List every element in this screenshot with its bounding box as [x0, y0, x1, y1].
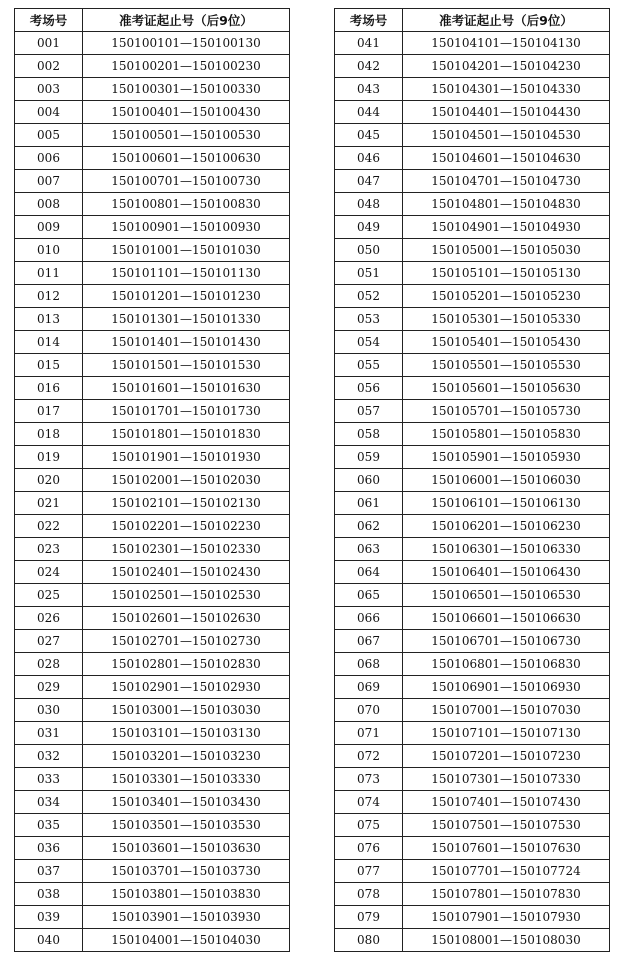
- ticket-range-cell: 150106901—150106930: [403, 676, 610, 699]
- room-number-cell: 047: [335, 170, 403, 193]
- ticket-range-cell: 150101001—150101030: [83, 239, 290, 262]
- table-row: [335, 676, 610, 699]
- ticket-range-cell: 150104501—150104530: [403, 124, 610, 147]
- ticket-range-cell: 150104401—150104430: [403, 101, 610, 124]
- room-number-cell: 057: [335, 400, 403, 423]
- table-row: [15, 814, 290, 837]
- ticket-range-cell: 150103201—150103230: [83, 745, 290, 768]
- ticket-range-cell: 150107901—150107930: [403, 906, 610, 929]
- table-row: [335, 837, 610, 860]
- room-number-cell: 001: [15, 32, 83, 55]
- ticket-range-cell: 150101601—150101630: [83, 377, 290, 400]
- table-row: [335, 814, 610, 837]
- room-number-cell: 036: [15, 837, 83, 860]
- ticket-range-cell: 150103701—150103730: [83, 860, 290, 883]
- ticket-range-cell: 150104101—150104130: [403, 32, 610, 55]
- room-number-cell: 025: [15, 584, 83, 607]
- table-header-row: [335, 9, 610, 32]
- room-number-cell: 052: [335, 285, 403, 308]
- ticket-range-cell: 150100901—150100930: [83, 216, 290, 239]
- room-number-cell: 031: [15, 722, 83, 745]
- ticket-range-cell: 150102601—150102630: [83, 607, 290, 630]
- ticket-range-cell: 150105301—150105330: [403, 308, 610, 331]
- room-number-cell: 074: [335, 791, 403, 814]
- table-row: [15, 377, 290, 400]
- room-number-cell: 024: [15, 561, 83, 584]
- table-row: [335, 883, 610, 906]
- table-row: [15, 331, 290, 354]
- room-number-cell: 044: [335, 101, 403, 124]
- room-number-cell: 064: [335, 561, 403, 584]
- table-row: [335, 193, 610, 216]
- ticket-range-cell: 150105701—150105730: [403, 400, 610, 423]
- table-row: [335, 791, 610, 814]
- room-number-cell: 011: [15, 262, 83, 285]
- ticket-range-cell: 150103801—150103830: [83, 883, 290, 906]
- table-row: [335, 55, 610, 78]
- room-number-cell: 050: [335, 239, 403, 262]
- room-number-cell: 018: [15, 423, 83, 446]
- room-number-cell: 004: [15, 101, 83, 124]
- room-number-cell: 020: [15, 469, 83, 492]
- header-ticket-range: 准考证起止号（后9位）: [83, 9, 290, 32]
- ticket-range-cell: 150100101—150100130: [83, 32, 290, 55]
- room-number-cell: 043: [335, 78, 403, 101]
- ticket-range-cell: 150105101—150105130: [403, 262, 610, 285]
- ticket-range-cell: 150103401—150103430: [83, 791, 290, 814]
- table-row: [15, 883, 290, 906]
- ticket-range-cell: 150100601—150100630: [83, 147, 290, 170]
- table-row: [335, 492, 610, 515]
- ticket-range-cell: 150107201—150107230: [403, 745, 610, 768]
- ticket-range-cell: 150103101—150103130: [83, 722, 290, 745]
- table-row: [15, 32, 290, 55]
- room-number-cell: 065: [335, 584, 403, 607]
- ticket-range-cell: 150101801—150101830: [83, 423, 290, 446]
- ticket-range-cell: 150105001—150105030: [403, 239, 610, 262]
- table-row: [335, 699, 610, 722]
- ticket-range-cell: 150107101—150107130: [403, 722, 610, 745]
- room-number-cell: 067: [335, 630, 403, 653]
- table-row: [335, 32, 610, 55]
- room-number-cell: 042: [335, 55, 403, 78]
- table-row: [335, 147, 610, 170]
- table-row: [15, 239, 290, 262]
- table-row: [335, 906, 610, 929]
- ticket-range-cell: 150100701—150100730: [83, 170, 290, 193]
- room-number-cell: 014: [15, 331, 83, 354]
- table-row: [335, 561, 610, 584]
- room-number-cell: 073: [335, 768, 403, 791]
- table-row: [15, 906, 290, 929]
- room-number-cell: 056: [335, 377, 403, 400]
- table-row: [15, 929, 290, 952]
- room-number-cell: 066: [335, 607, 403, 630]
- ticket-range-cell: 150101901—150101930: [83, 446, 290, 469]
- table-row: [335, 607, 610, 630]
- room-number-cell: 062: [335, 515, 403, 538]
- header-room-number: 考场号: [15, 9, 83, 32]
- room-number-cell: 060: [335, 469, 403, 492]
- room-number-cell: 027: [15, 630, 83, 653]
- table-row: [15, 768, 290, 791]
- ticket-range-cell: 150105901—150105930: [403, 446, 610, 469]
- room-number-cell: 039: [15, 906, 83, 929]
- table-row: [15, 791, 290, 814]
- ticket-range-cell: 150104901—150104930: [403, 216, 610, 239]
- ticket-range-cell: 150105501—150105530: [403, 354, 610, 377]
- table-row: [335, 469, 610, 492]
- room-number-cell: 075: [335, 814, 403, 837]
- table-row: [15, 561, 290, 584]
- table-row: [335, 768, 610, 791]
- ticket-range-cell: 150106601—150106630: [403, 607, 610, 630]
- room-number-cell: 012: [15, 285, 83, 308]
- ticket-range-cell: 150103501—150103530: [83, 814, 290, 837]
- room-number-cell: 053: [335, 308, 403, 331]
- table-row: [335, 400, 610, 423]
- table-row: [335, 584, 610, 607]
- ticket-range-cell: 150102301—150102330: [83, 538, 290, 561]
- ticket-range-cell: 150102001—150102030: [83, 469, 290, 492]
- table-row: [335, 101, 610, 124]
- ticket-range-cell: 150102701—150102730: [83, 630, 290, 653]
- ticket-range-cell: 150103601—150103630: [83, 837, 290, 860]
- table-row: [15, 722, 290, 745]
- room-number-cell: 035: [15, 814, 83, 837]
- room-number-cell: 007: [15, 170, 83, 193]
- room-number-cell: 003: [15, 78, 83, 101]
- ticket-range-cell: 150100801—150100830: [83, 193, 290, 216]
- room-number-cell: 023: [15, 538, 83, 561]
- ticket-range-cell: 150106801—150106830: [403, 653, 610, 676]
- header-ticket-range: 准考证起止号（后9位）: [403, 9, 610, 32]
- room-number-cell: 019: [15, 446, 83, 469]
- ticket-range-cell: 150103001—150103030: [83, 699, 290, 722]
- ticket-range-cell: 150101301—150101330: [83, 308, 290, 331]
- room-number-cell: 076: [335, 837, 403, 860]
- table-row: [335, 78, 610, 101]
- room-number-cell: 034: [15, 791, 83, 814]
- ticket-range-cell: 150106501—150106530: [403, 584, 610, 607]
- ticket-range-cell: 150106401—150106430: [403, 561, 610, 584]
- room-number-cell: 054: [335, 331, 403, 354]
- table-row: [335, 377, 610, 400]
- room-number-cell: 080: [335, 929, 403, 952]
- table-row: [15, 400, 290, 423]
- ticket-range-cell: 150106101—150106130: [403, 492, 610, 515]
- ticket-range-cell: 150102901—150102930: [83, 676, 290, 699]
- table-row: [15, 653, 290, 676]
- ticket-range-cell: 150100501—150100530: [83, 124, 290, 147]
- room-number-cell: 072: [335, 745, 403, 768]
- ticket-range-cell: 150108001—150108030: [403, 929, 610, 952]
- room-number-cell: 038: [15, 883, 83, 906]
- room-number-cell: 006: [15, 147, 83, 170]
- room-number-cell: 045: [335, 124, 403, 147]
- ticket-range-cell: 150101101—150101130: [83, 262, 290, 285]
- room-number-cell: 008: [15, 193, 83, 216]
- room-number-cell: 068: [335, 653, 403, 676]
- table-row: [335, 124, 610, 147]
- ticket-range-cell: 150102801—150102830: [83, 653, 290, 676]
- ticket-range-cell: 150104801—150104830: [403, 193, 610, 216]
- ticket-range-cell: 150104201—150104230: [403, 55, 610, 78]
- room-number-cell: 048: [335, 193, 403, 216]
- room-number-cell: 029: [15, 676, 83, 699]
- ticket-range-cell: 150105201—150105230: [403, 285, 610, 308]
- table-row: [15, 676, 290, 699]
- room-number-cell: 030: [15, 699, 83, 722]
- table-row: [335, 423, 610, 446]
- table-row: [15, 78, 290, 101]
- room-number-cell: 063: [335, 538, 403, 561]
- ticket-range-cell: 150100201—150100230: [83, 55, 290, 78]
- ticket-range-cell: 150102501—150102530: [83, 584, 290, 607]
- room-number-cell: 016: [15, 377, 83, 400]
- room-number-cell: 037: [15, 860, 83, 883]
- ticket-range-cell: 150100301—150100330: [83, 78, 290, 101]
- table-row: [335, 308, 610, 331]
- table-row: [15, 699, 290, 722]
- ticket-range-cell: 150107501—150107530: [403, 814, 610, 837]
- table-row: [335, 515, 610, 538]
- room-number-cell: 013: [15, 308, 83, 331]
- room-number-cell: 077: [335, 860, 403, 883]
- ticket-range-cell: 150106001—150106030: [403, 469, 610, 492]
- header-room-number: 考场号: [335, 9, 403, 32]
- table-row: [15, 124, 290, 147]
- ticket-range-cell: 150105601—150105630: [403, 377, 610, 400]
- ticket-range-cell: 150107701—150107724: [403, 860, 610, 883]
- table-row: [15, 147, 290, 170]
- table-row: [15, 584, 290, 607]
- room-number-cell: 079: [335, 906, 403, 929]
- ticket-range-cell: 150101401—150101430: [83, 331, 290, 354]
- table-row: [15, 170, 290, 193]
- ticket-range-cell: 150107301—150107330: [403, 768, 610, 791]
- ticket-range-cell: 150100401—150100430: [83, 101, 290, 124]
- ticket-range-cell: 150104001—150104030: [83, 929, 290, 952]
- table-row: [335, 262, 610, 285]
- room-number-cell: 015: [15, 354, 83, 377]
- table-row: [15, 216, 290, 239]
- ticket-range-cell: 150102401—150102430: [83, 561, 290, 584]
- room-number-cell: 061: [335, 492, 403, 515]
- table-row: [335, 170, 610, 193]
- table-row: [15, 837, 290, 860]
- room-number-cell: 026: [15, 607, 83, 630]
- table-row: [335, 216, 610, 239]
- room-number-cell: 070: [335, 699, 403, 722]
- table-row: [335, 354, 610, 377]
- table-row: [335, 285, 610, 308]
- table-row: [335, 653, 610, 676]
- table-row: [15, 308, 290, 331]
- table-row: [335, 722, 610, 745]
- room-number-cell: 021: [15, 492, 83, 515]
- room-number-cell: 009: [15, 216, 83, 239]
- table-row: [15, 55, 290, 78]
- table-row: [15, 354, 290, 377]
- room-number-cell: 022: [15, 515, 83, 538]
- table-row: [15, 423, 290, 446]
- room-number-cell: 005: [15, 124, 83, 147]
- ticket-range-cell: 150107401—150107430: [403, 791, 610, 814]
- table-row: [15, 285, 290, 308]
- room-number-cell: 010: [15, 239, 83, 262]
- room-number-cell: 059: [335, 446, 403, 469]
- table-row: [335, 860, 610, 883]
- ticket-range-cell: 150107801—150107830: [403, 883, 610, 906]
- table-row: [15, 607, 290, 630]
- table-row: [15, 262, 290, 285]
- ticket-range-cell: 150105801—150105830: [403, 423, 610, 446]
- room-number-cell: 046: [335, 147, 403, 170]
- table-row: [15, 745, 290, 768]
- ticket-range-cell: 150106201—150106230: [403, 515, 610, 538]
- room-number-cell: 055: [335, 354, 403, 377]
- ticket-range-cell: 150103301—150103330: [83, 768, 290, 791]
- table-row: [15, 446, 290, 469]
- table-row: [335, 745, 610, 768]
- ticket-range-cell: 150107001—150107030: [403, 699, 610, 722]
- room-number-cell: 049: [335, 216, 403, 239]
- table-row: [15, 101, 290, 124]
- room-number-cell: 002: [15, 55, 83, 78]
- ticket-range-cell: 150101701—150101730: [83, 400, 290, 423]
- room-number-cell: 078: [335, 883, 403, 906]
- room-number-cell: 069: [335, 676, 403, 699]
- room-number-cell: 032: [15, 745, 83, 768]
- table-row: [335, 446, 610, 469]
- ticket-range-cell: 150107601—150107630: [403, 837, 610, 860]
- ticket-range-cell: 150106701—150106730: [403, 630, 610, 653]
- room-number-cell: 040: [15, 929, 83, 952]
- room-number-cell: 033: [15, 768, 83, 791]
- table-row: [335, 331, 610, 354]
- room-number-cell: 058: [335, 423, 403, 446]
- table-row: [15, 193, 290, 216]
- table-row: [15, 469, 290, 492]
- ticket-range-cell: 150101501—150101530: [83, 354, 290, 377]
- exam-room-table-right: [334, 8, 610, 952]
- room-number-cell: 071: [335, 722, 403, 745]
- table-row: [15, 538, 290, 561]
- table-row: [15, 860, 290, 883]
- table-row: [15, 630, 290, 653]
- table-row: [335, 630, 610, 653]
- ticket-range-cell: 150101201—150101230: [83, 285, 290, 308]
- table-row: [15, 515, 290, 538]
- ticket-range-cell: 150102201—150102230: [83, 515, 290, 538]
- ticket-range-cell: 150106301—150106330: [403, 538, 610, 561]
- table-row: [335, 929, 610, 952]
- ticket-range-cell: 150104301—150104330: [403, 78, 610, 101]
- room-number-cell: 041: [335, 32, 403, 55]
- ticket-range-cell: 150102101—150102130: [83, 492, 290, 515]
- table-row: [15, 492, 290, 515]
- table-row: [335, 538, 610, 561]
- ticket-range-cell: 150103901—150103930: [83, 906, 290, 929]
- room-number-cell: 017: [15, 400, 83, 423]
- exam-room-table-left: [14, 8, 290, 952]
- room-number-cell: 051: [335, 262, 403, 285]
- ticket-range-cell: 150105401—150105430: [403, 331, 610, 354]
- table-row: [335, 239, 610, 262]
- ticket-range-cell: 150104601—150104630: [403, 147, 610, 170]
- table-header-row: [15, 9, 290, 32]
- room-number-cell: 028: [15, 653, 83, 676]
- ticket-range-cell: 150104701—150104730: [403, 170, 610, 193]
